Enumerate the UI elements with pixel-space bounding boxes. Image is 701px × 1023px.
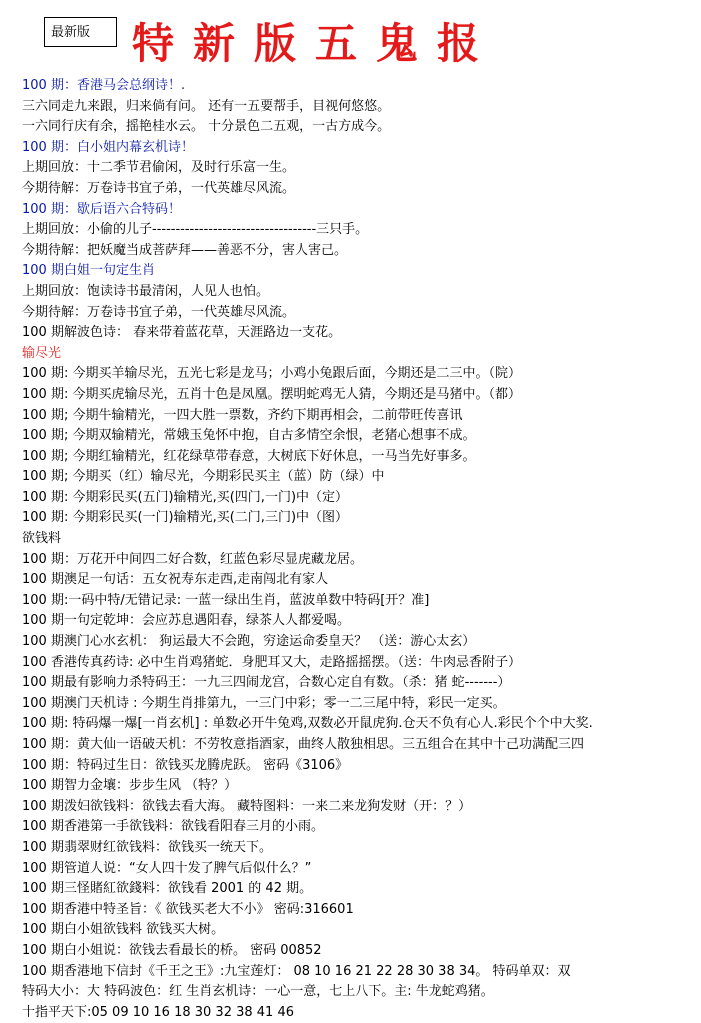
text-line: 100 期; 今期红输精光，红花绿草带春意，大树底下好休息，一马当先好事多。: [22, 448, 476, 464]
text-line: 100 期最有影响力杀特码王：一九三四闹龙宫，合数心定自有数。（杀：猪 蛇-------）: [22, 675, 511, 691]
text-line: 100 期: 今期彩民买(一门)输精光,买(二门,三门)中（图）: [22, 510, 349, 526]
text-line: 今期待解：万卷诗书宜子弟，一代英雄尽风流。: [22, 180, 296, 196]
text-line: 100 期: 今期彩民买(五门)输精光,买(四门,一门)中（定）: [22, 489, 349, 505]
text-line: 100 期一句定乾坤：会应苏息遇阳春，绿茶人人都爱喝。: [22, 613, 350, 629]
text-line: 100 期澳门天机诗 : 今期生肖排第九，一三门中彩；零一二三尾中特，彩民一定买。: [22, 695, 506, 711]
edition-badge: 最新版: [44, 17, 117, 47]
text-line: 今期待解：把妖魔当成菩萨拜——善恶不分，害人害己。: [22, 242, 348, 258]
text-line: 100 期白小姐欲钱料 欲钱买大树。: [22, 922, 225, 938]
text-line: 上期回放：小偷的儿子-----------------------------------三只手。: [22, 222, 369, 238]
text-line: 100 期香港中特圣旨：《 欲钱买老大不小》 密码:316601: [22, 901, 354, 917]
text-line: 100 期:一码中特/无错记录: 一蓝一绿出生肖，蓝波单数中特码[开？准]: [22, 592, 430, 608]
text-line: 100 期翡翠财红欲钱料：欲钱买一统天下。: [22, 839, 272, 855]
text-line: 100 期: 今期买虎输尽光，五肖十色是凤凰。摆明蛇鸡无人猜，今期还是马猪中。（都）: [22, 386, 521, 402]
text-line: 100 期：万花开中间四二好合数，红蓝色彩尽显虎藏龙居。: [22, 551, 363, 567]
text-line: 三六同走九来跟，归来倘有问。 还有一五要帮手，目视何悠悠。: [22, 98, 391, 114]
text-line: 100 期香港地下信封《千王之王》:九宝莲灯： 08 10 16 21 22 28 30 38 34。 特码单双：双: [22, 963, 571, 979]
text-line: 100 期; 今期买（红）输尽光，今期彩民买主（蓝）防（绿）中: [22, 469, 385, 485]
page-title: 特新版五鬼报: [132, 19, 499, 68]
text-line: 100 期: 今期买羊输尽光，五光七彩是龙马；小鸡小兔跟后面，今期还是二三中。（院）: [22, 366, 521, 382]
text-line: 100 香港传真药诗: 必中生肖鸡猪蛇．身肥耳又大，走路摇摇摆。（送：牛肉忌香附子）: [22, 654, 521, 670]
text-line: 上期回放：饱读诗书最清闲，人见人也怕。: [22, 283, 270, 299]
text-line: 上期回放：十二季节君偷闲，及时行乐富一生。: [22, 160, 296, 176]
text-line: 100 期澳门心水玄机： 狗运最大不会跑，穷途运命委皇天？ （送：游心太玄）: [22, 634, 476, 650]
text-line: 100 期澳足一句话：五女祝寿东走西,走南闯北有家人: [22, 572, 329, 588]
text-line: 100 期: 特码爆一爆[一肖玄机] : 单数必开牛兔鸡,双数必开鼠虎狗.仓天不负有心人.彩民个个中大奖.: [22, 716, 593, 732]
text-line: 100 期解波色诗： 春来带着蓝花草，天涯路边一支花。: [22, 325, 342, 341]
section-heading: 100 期：香港马会总纲诗！.: [22, 78, 186, 93]
text-line: 特码大小：大 特码波色：红 生肖玄机诗：一心一意，七上八下。主: 牛龙蛇鸡猪。: [22, 984, 494, 1000]
text-line: 100 期白小姐说：欲钱去看最长的桥。 密码 00852: [22, 942, 322, 958]
article-body: [22, 76, 701, 1023]
text-line: 100 期; 今期牛输精光，一四大胜一票数，齐约下期再相会，二前带旺传喜讯: [22, 407, 463, 423]
text-line: 一六同行庆有余，摇艳桂水云。 十分景色二五观，一古方成今。: [22, 119, 391, 135]
text-line: 100 期：特码过生日：欲钱买龙腾虎跃。 密码《3106》: [22, 757, 349, 773]
text-line: 100 期; 今期双输精光，常娥玉兔怀中抱，自古多情空余恨，老猪心想事不成。: [22, 428, 476, 444]
section-heading: 100 期：歇后语六合特码！: [22, 201, 181, 217]
text-line: 100 期智力金壤：步步生风 （特？）: [22, 778, 238, 794]
text-line: 100 期：黄大仙一语破天机：不劳牧意指酒家，曲终人散独相思。三五组合在其中十己功满配三四: [22, 737, 584, 752]
section-heading: 100 期：白小姐内幕玄机诗！: [22, 139, 194, 155]
section-heading: 输尽光: [22, 345, 62, 361]
text-line: 今期待解：万卷诗书宜子弟，一代英雄尽风流。: [22, 304, 296, 320]
text-line: 100 期香港第一手欲钱料：欲钱看阳春三月的小雨。: [22, 819, 324, 835]
text-line: 欲钱料: [22, 531, 62, 547]
text-line: 十指平天下:05 09 10 16 18 30 32 38 41 46: [22, 1004, 294, 1020]
text-line: 100 期三怪賭紅欲錢料：欲钱看 2001 的 42 期。: [22, 881, 313, 897]
section-heading: 100 期白姐一句定生肖: [22, 263, 155, 279]
text-line: 100 期泼妇欲钱料：欲钱去看大海。 藏特图料：一来二来龙狗发财（开：？）: [22, 798, 472, 814]
text-line: 100 期管道人说：“女人四十发了脾气后似什么？”: [22, 860, 312, 876]
